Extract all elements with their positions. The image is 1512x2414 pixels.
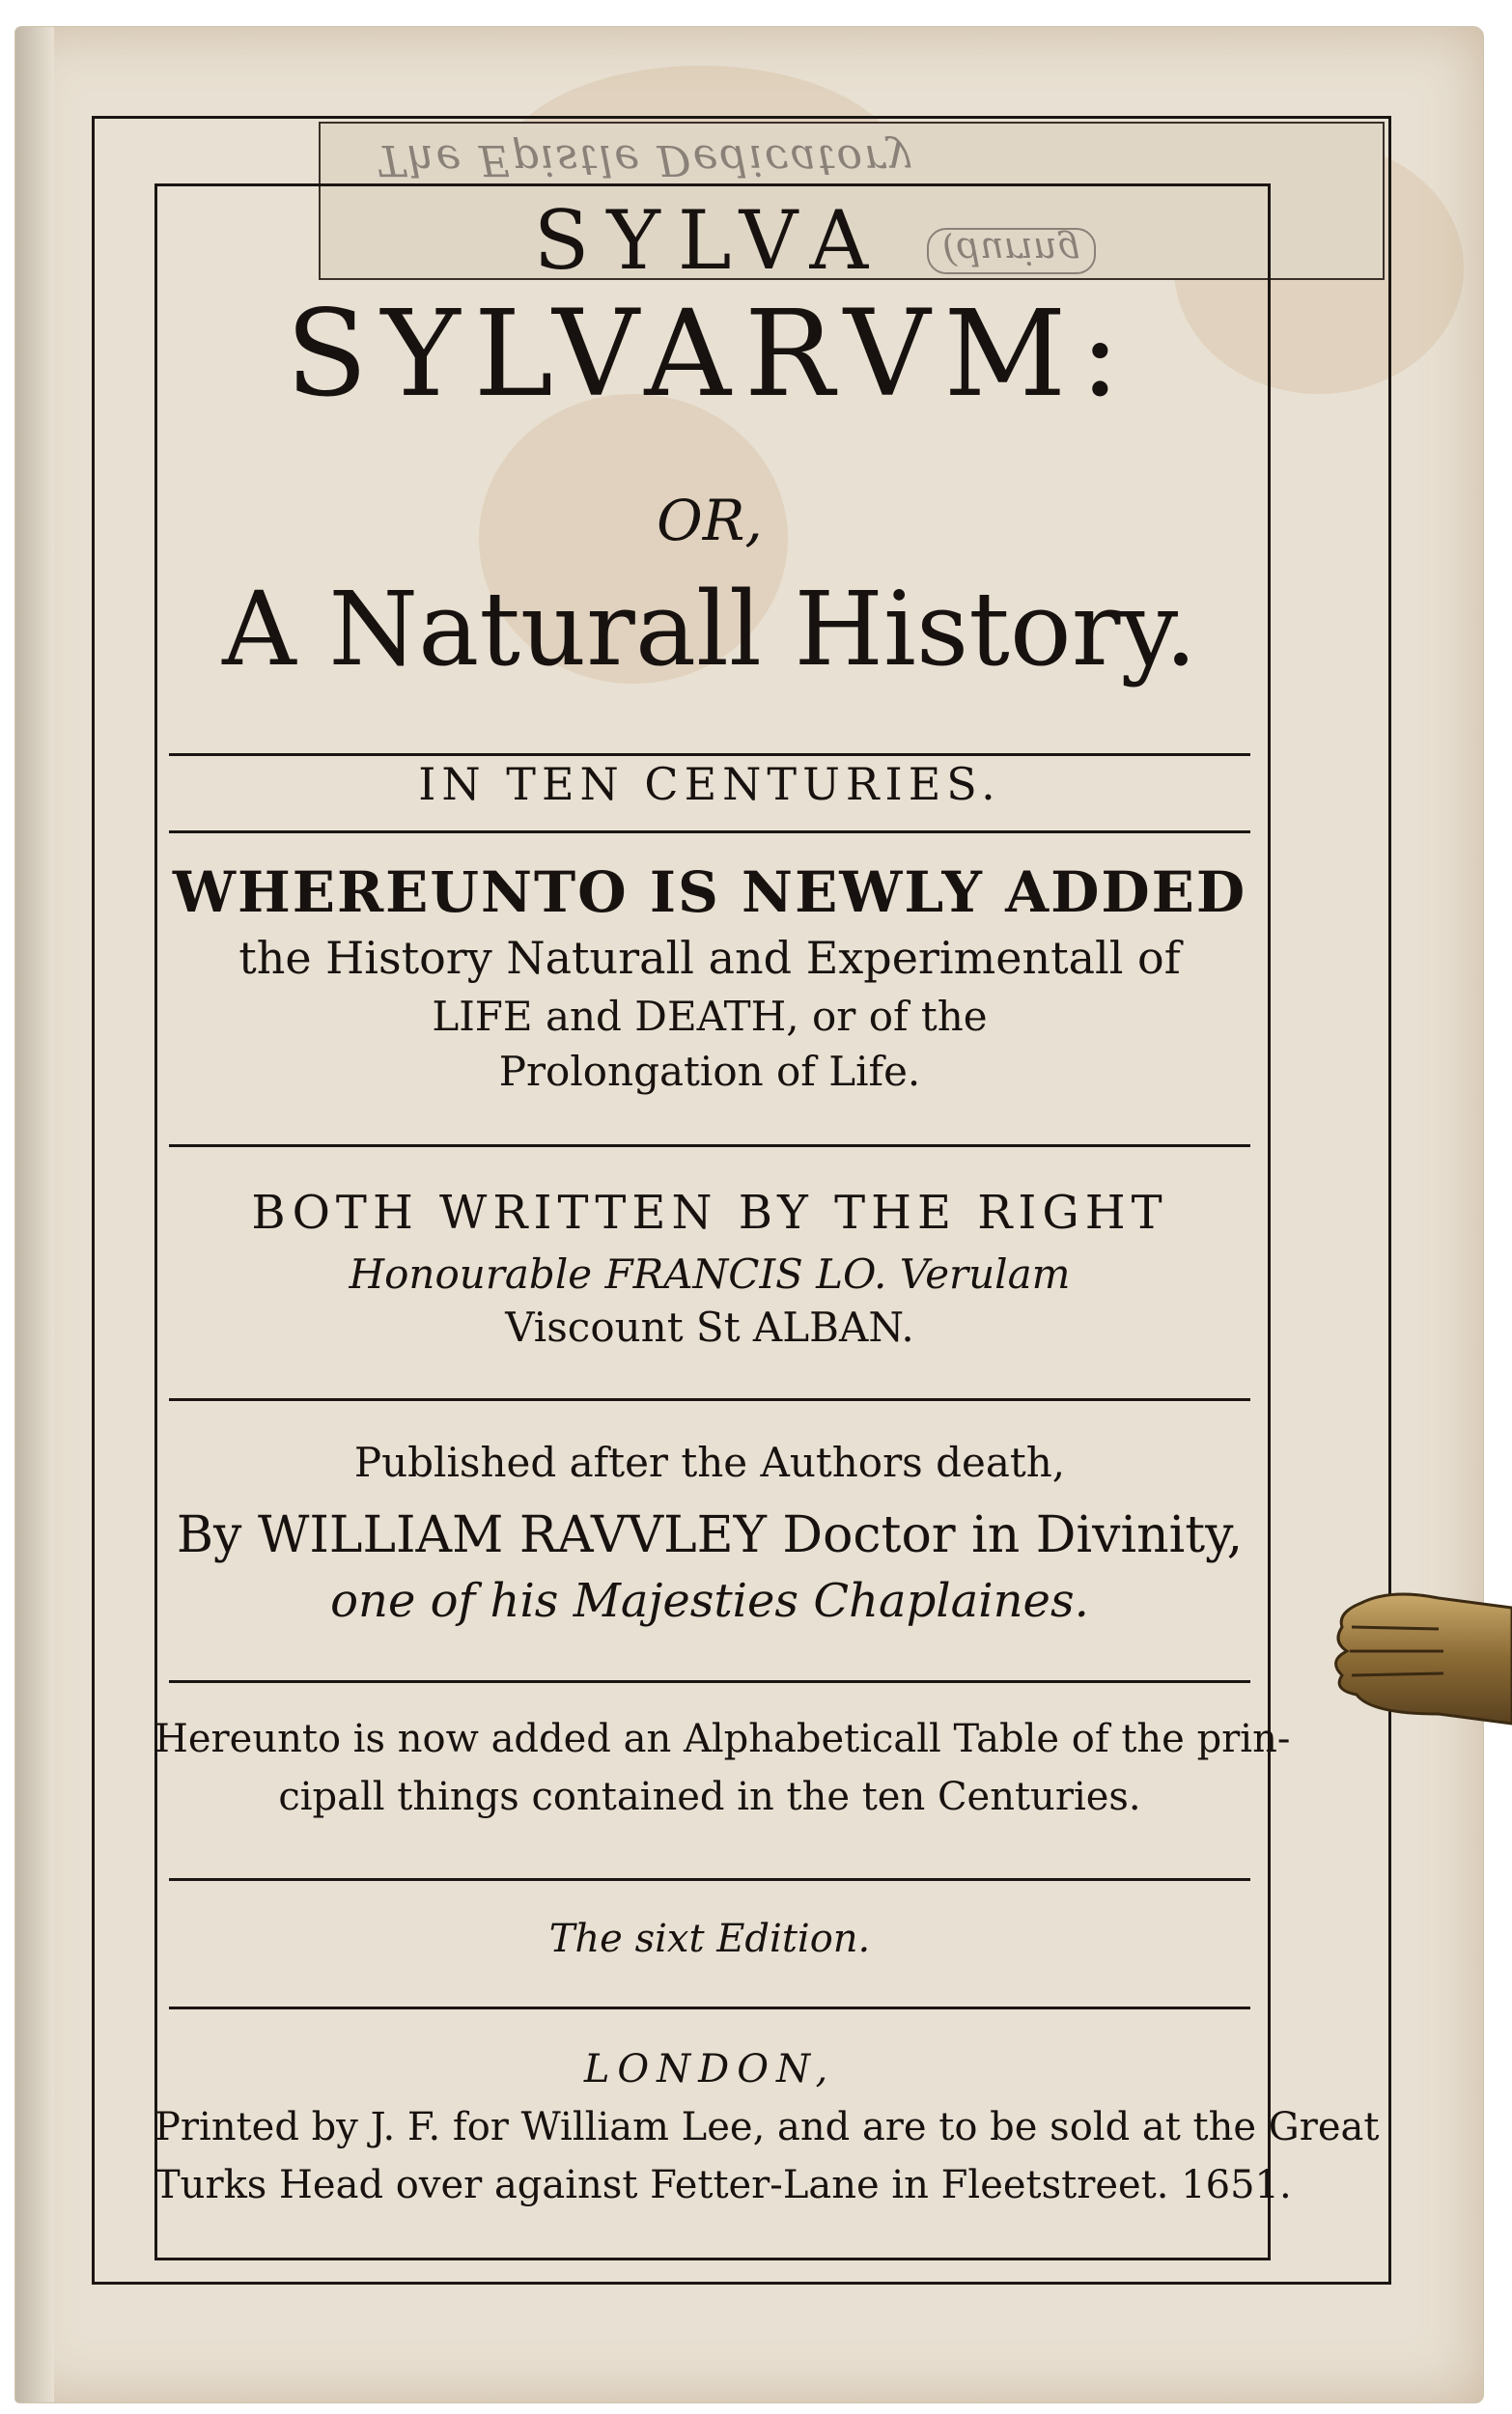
title-line-1: SYLVA <box>533 193 886 288</box>
page-spine-edge <box>15 27 54 2402</box>
divider-rule <box>169 1144 1250 1147</box>
title-or: OR, <box>657 488 763 553</box>
imprint-city: LONDON, <box>583 2047 836 2091</box>
addition-heading: WHEREUNTO IS NEWLY ADDED <box>172 859 1247 925</box>
table-line-2: cipall things contained in the ten Centuries. <box>278 1775 1141 1819</box>
divider-rule <box>169 1680 1250 1683</box>
addition-line-3: LIFE and DEATH, or of the <box>432 993 988 1040</box>
divider-rule <box>169 1878 1250 1881</box>
author-line-3: Viscount St ALBAN. <box>505 1304 914 1351</box>
subtitle: A Naturall History. <box>222 570 1197 688</box>
divider-rule <box>169 1398 1250 1401</box>
imprint-line-2: Turks Head over against Fetter-Lane in Fleetstreet. 1651. <box>154 2163 1292 2207</box>
divider-rule <box>169 830 1250 833</box>
edition-line: The sixt Edition. <box>548 1917 871 1961</box>
imprint-line-1: Printed by J. F. for William Lee, and are to be sold at the Great <box>154 2105 1380 2149</box>
table-line-1: Hereunto is now added an Alphabeticall Table of the prin- <box>154 1717 1291 1761</box>
divider-rule <box>169 753 1250 756</box>
publisher-line-3: one of his Majesties Chaplaines. <box>330 1574 1089 1628</box>
brass-hand-page-clip-icon <box>1323 1569 1512 1743</box>
centuries-line: IN TEN CENTURIES. <box>418 758 1001 810</box>
addition-line-4: Prolongation of Life. <box>498 1048 921 1095</box>
publisher-line-2: By WILLIAM RAVVLEY Doctor in Divinity, <box>176 1506 1244 1564</box>
publisher-line-1: Published after the Authors death, <box>353 1439 1066 1486</box>
author-line-2: Honourable FRANCIS LO. Verulam <box>349 1250 1071 1298</box>
divider-rule <box>169 2007 1250 2009</box>
slip-text-reversed: The Epistle Dedicatory <box>377 135 912 184</box>
slip-text-reversed-2: (during <box>927 228 1096 274</box>
title-line-2: SYLVARVM: <box>285 285 1134 424</box>
author-line-1: BOTH WRITTEN BY THE RIGHT <box>251 1186 1168 1240</box>
addition-line-2: the History Naturall and Experimentall of <box>238 932 1181 984</box>
